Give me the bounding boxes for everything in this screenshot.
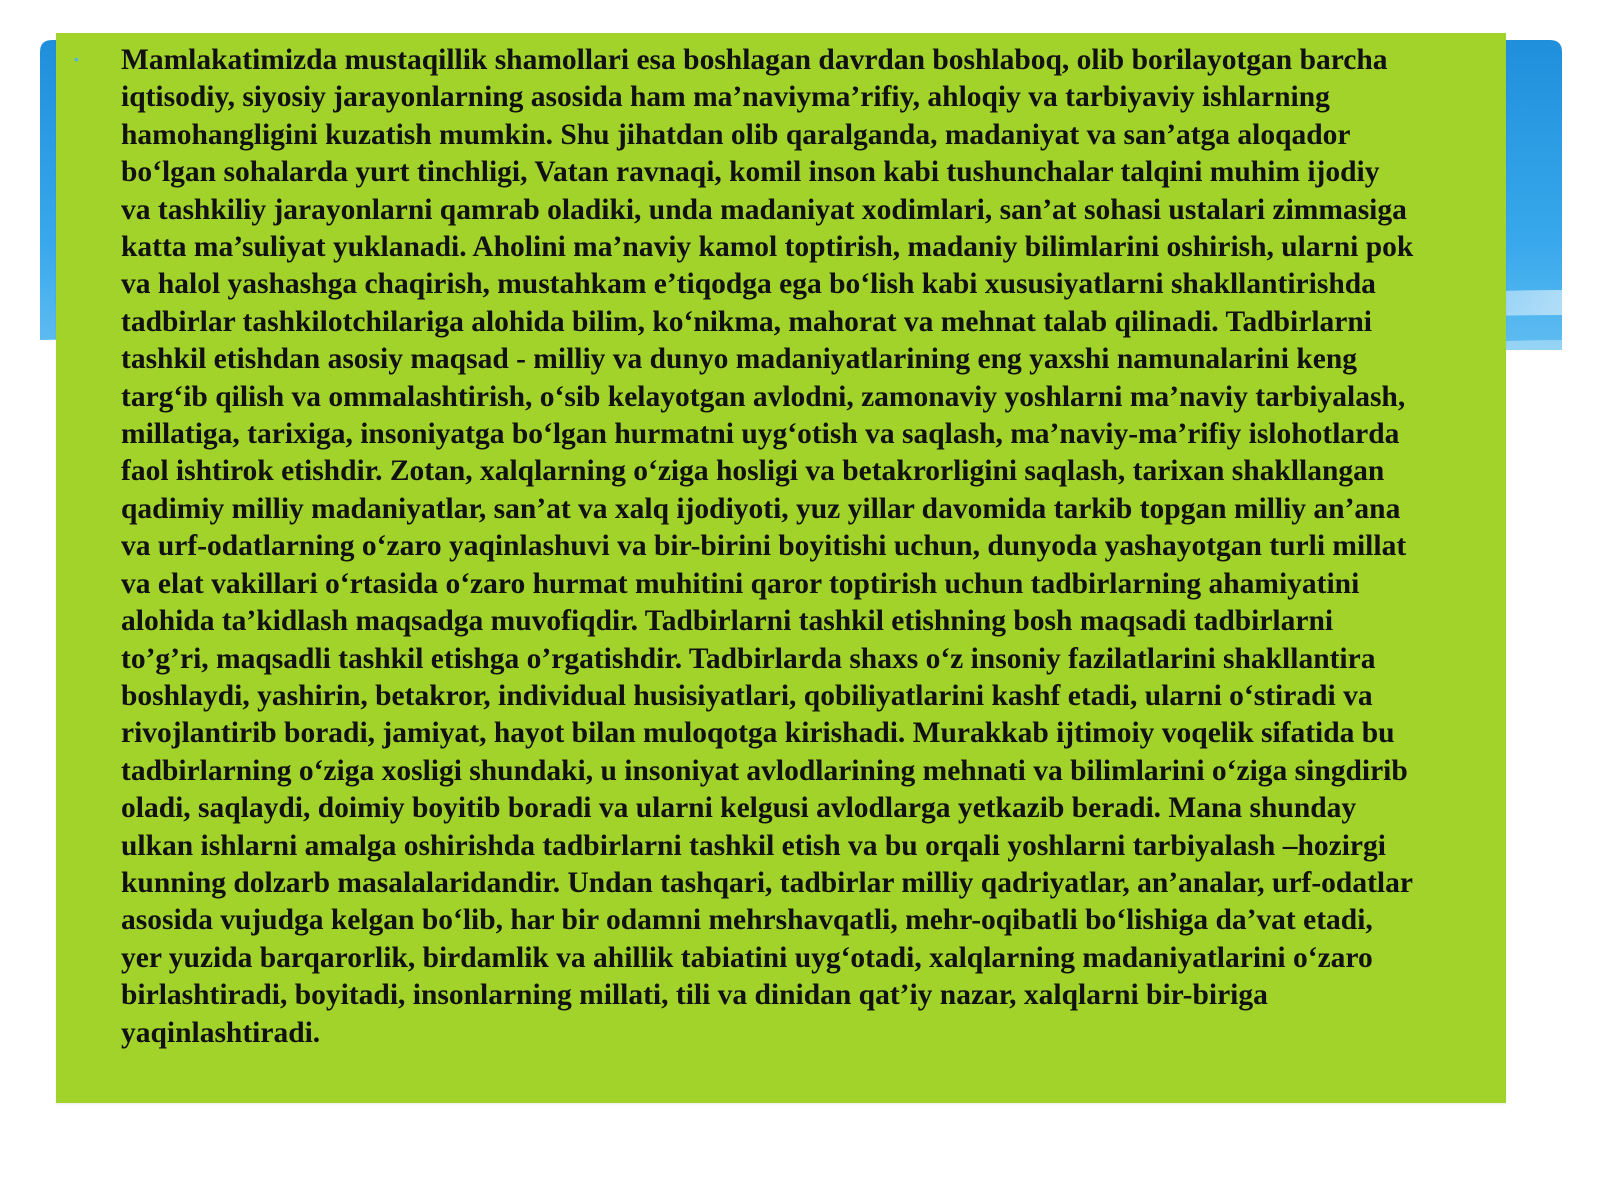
bullet-dot-icon: • <box>74 51 79 67</box>
body-paragraph: Mamlakatimizda mustaqillik shamollari esa boshlagan davrdan boshlaboq, olib borilayotgan barcha iqtisodiy, siyosiy jarayonlarning asosida ham ma’naviyma’rifiy, ahloqiy va tarbiyaviy ishlarning hamohangligini kuzatish mumkin. Shu jihatdan olib qaralganda, madaniyat va san’atga aloqador bo‘lgan sohalarda yurt tinchligi, Vatan ravnaqi, komil inson kabi tushunchalar talqini muhim ijodiy va tashkiliy jarayonlarni qamrab oladiki, unda madaniyat xodimlari, san’at sohasi ustalari zimmasiga katta ma’suliyat yuklanadi. Aholini ma’naviy kamol toptirish, madaniy bilimlarini oshirish, ularni pok va halol yashashga chaqirish, mustahkam e’tiqodga ega bo‘lish kabi xususiyatlarni shakllantirishda tadbirlar tashkilotchilariga alohida bilim, ko‘nikma, mahorat va mehnat talab qilinadi. Tadbirlarni tashkil etishdan asosiy maqsad - milliy va dunyo madaniyatlarining eng yaxshi namunalarini keng targ‘ib qilish va ommalashtirish, o‘sib kelayotgan avlodni, zamonaviy yoshlarni ma’naviy tarbiyalash, millatiga, tarixiga, insoniyatga bo‘lgan hurmatni uyg‘otish va saqlash, ma’naviy-ma’rifiy islohotlarda faol ishtirok etishdir. Zotan, xalqlarning o‘ziga hosligi va betakrorligini saqlash, tarixan shakllangan qadimiy milliy madaniyatlar, san’at va xalq ijodiyoti, yuz yillar davomida tarkib topgan milliy an’ana va urf-odatlarning o‘zaro yaqinlashuvi va bir-birini boyitishi uchun, dunyoda yashayotgan turli millat va elat vakillari o‘rtasida o‘zaro hurmat muhitini qaror toptirish uchun tadbirlarning ahamiyatini alohida ta’kidlash maqsadga muvofiqdir. Tadbirlarni tashkil etishning bosh maqsadi tadbirlarni to’g’ri, maqsadli tashkil etishga o’rgatishdir. Tadbirlarda shaxs o‘z insoniy fazilatlarini shakllantira boshlaydi, yashirin, betakror, individual husisiyatlari, qobiliyatlarini kashf etadi, ularni o‘stiradi va rivojlantirib boradi, jamiyat, hayot bilan muloqotga kirishadi. Murakkab ijtimoiy voqelik sifatida bu tadbirlarning o‘ziga xosligi shundaki, u insoniyat avlodlarining mehnati va bilimlarini o‘ziga singdirib oladi, saqlaydi, doimiy boyitib boradi va ularni kelgusi avlodlarga yetkazib beradi. Mana shunday ulkan ishlarni amalga oshirishda tadbirlarni tashkil etish va bu orqali yoshlarni tarbiyalash –hozirgi kunning dolzarb masalalaridandir. Undan tashqari, tadbirlar milliy qadriyatlar, an’analar, urf-odatlar asosida vujudga kelgan bo‘lib, har bir odamni mehrshavqatli, mehr-oqibatli bo‘lishiga da’vat etadi, yer yuzida barqarorlik, birdamlik va ahillik tabiatini uyg‘otadi, xalqlarning madaniyatlarini o‘zaro birlashtiradi, boyitadi, insonlarning millati, tili va dinidan qat’iy nazar, xalqlarni bir-biriga yaqinlashtiradi. <box>121 44 1414 1049</box>
